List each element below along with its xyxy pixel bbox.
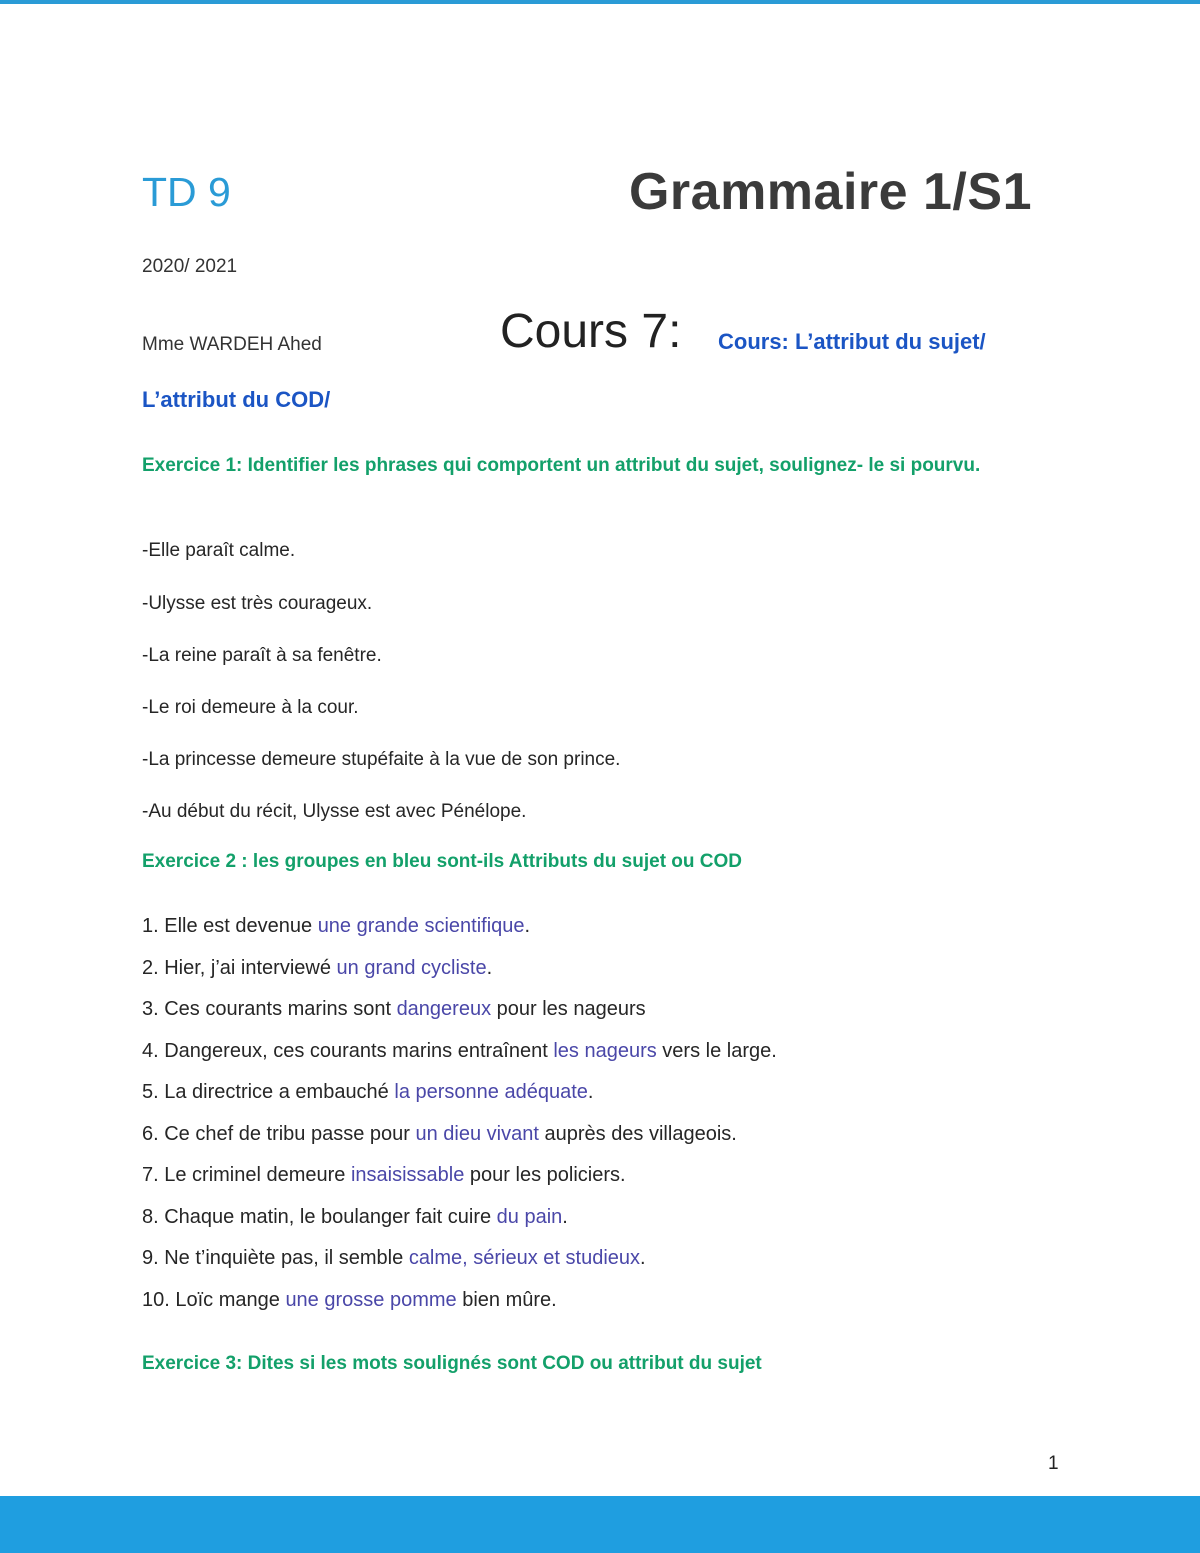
highlighted-group: un grand cycliste <box>336 956 487 979</box>
highlighted-group: dangereux <box>396 998 492 1020</box>
list-item: 3. Ces courants marins sont dangereux pour les nageurs <box>142 998 646 1020</box>
highlighted-group: une grosse pomme <box>285 1288 457 1311</box>
highlighted-group: un dieu vivant <box>415 1122 539 1145</box>
exercise3-heading: Exercice 3: Dites si les mots soulignés sont COD ou attribut du sujet <box>142 1353 762 1374</box>
cours-topic-line1: Cours: L’attribut du sujet/ <box>718 329 986 354</box>
teacher-name: Mme WARDEH Ahed <box>142 334 322 355</box>
list-item: 1. Elle est devenue une grande scientifique. <box>142 915 531 937</box>
top-accent-rule <box>0 0 1200 4</box>
highlighted-group: la personne adéquate <box>394 1081 588 1103</box>
exercise1-sentence: -Le roi demeure à la cour. <box>142 697 359 718</box>
list-item: 10. Loïc mange une grosse pomme bien mûre. <box>142 1288 557 1311</box>
cours-number: Cours 7: <box>500 305 682 358</box>
exercise1-heading: Exercice 1: Identifier les phrases qui comportent un attribut du sujet, soulignez- le si pourvu. <box>142 455 981 476</box>
list-item: 9. Ne t’inquiète pas, il semble calme, sérieux et studieux. <box>142 1247 646 1269</box>
highlighted-group: une grande scientifique <box>317 915 525 937</box>
td-label: TD 9 <box>142 169 231 215</box>
list-item: 5. La directrice a embauché la personne adéquate. <box>142 1081 594 1103</box>
list-item: 4. Dangereux, ces courants marins entraînent les nageurs vers le large. <box>142 1039 777 1062</box>
list-item: 2. Hier, j’ai interviewé un grand cycliste. <box>142 956 493 979</box>
course-title: Grammaire 1/S1 <box>628 163 1032 221</box>
highlighted-group: du pain <box>496 1205 563 1228</box>
exercise1-sentence: -La princesse demeure stupéfaite à la vue de son prince. <box>142 749 621 770</box>
exercise2-list <box>142 912 777 1327</box>
list-item: 7. Le criminel demeure insaisissable pour les policiers. <box>142 1164 626 1186</box>
page-number: 1 <box>1048 1453 1059 1474</box>
exercise2-heading: Exercice 2 : les groupes en bleu sont-ils Attributs du sujet ou COD <box>142 851 743 872</box>
highlighted-group: insaisissable <box>350 1164 465 1186</box>
list-item: 6. Ce chef de tribu passe pour un dieu vivant auprès des villageois. <box>142 1122 737 1145</box>
highlighted-group: calme, sérieux et studieux <box>408 1247 641 1269</box>
highlighted-group: les nageurs <box>553 1039 657 1062</box>
cours-topic-line2: L’attribut du COD/ <box>142 387 331 412</box>
list-item: 8. Chaque matin, le boulanger fait cuire du pain. <box>142 1205 568 1228</box>
exercise1-sentence: -La reine paraît à sa fenêtre. <box>142 645 382 666</box>
footer-bar <box>0 1496 1200 1553</box>
exercise1-sentence: -Ulysse est très courageux. <box>142 593 373 614</box>
academic-year: 2020/ 2021 <box>142 256 238 277</box>
exercise1-sentence: -Au début du récit, Ulysse est avec Pénélope. <box>142 801 527 822</box>
exercise1-sentence: -Elle paraît calme. <box>142 540 296 561</box>
